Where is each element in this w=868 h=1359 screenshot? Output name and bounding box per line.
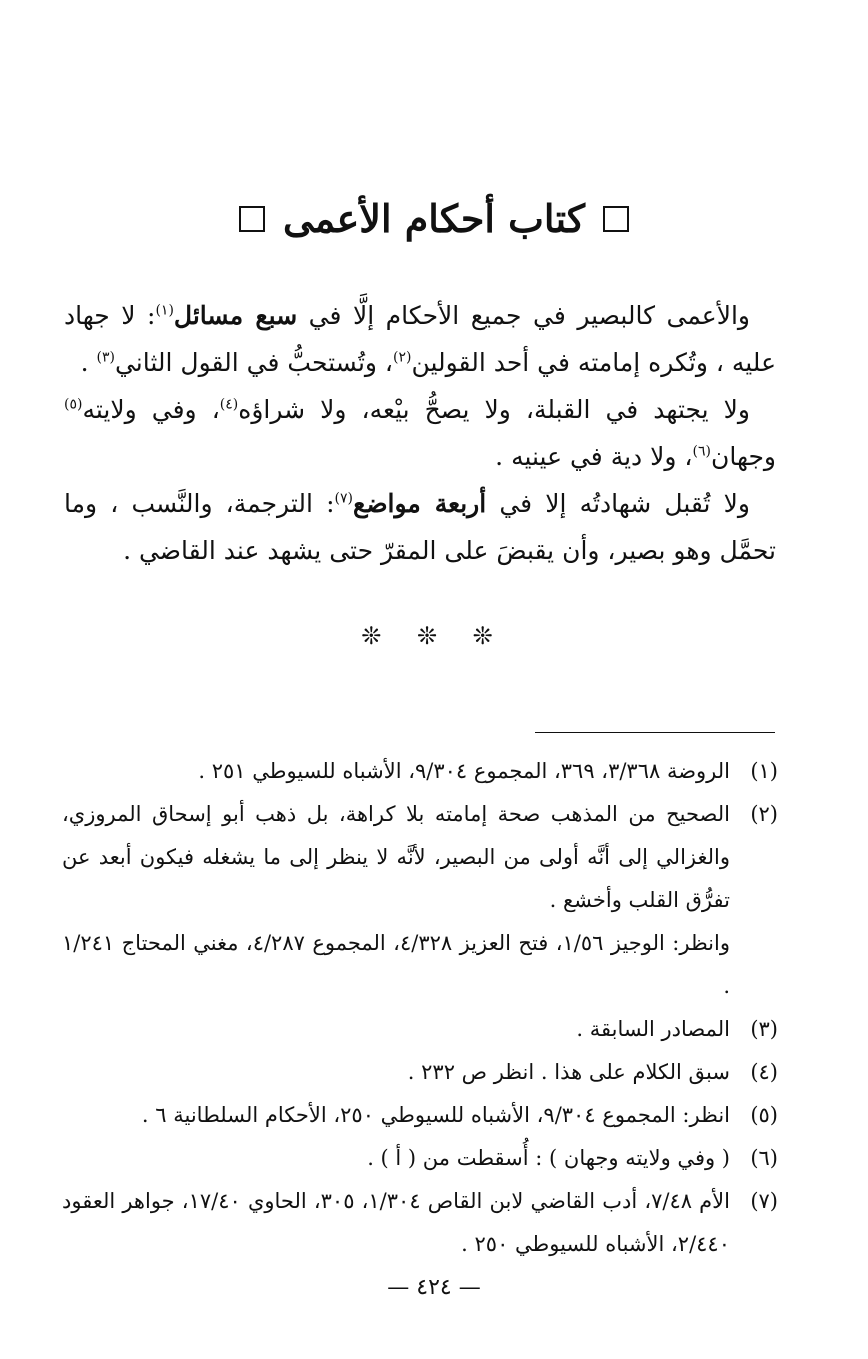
footnote-ref: (٥) xyxy=(64,396,83,413)
footnote-text: ( وفي ولايته وجهان ) : أُسقطت من ( أ ) . xyxy=(367,1146,730,1170)
paragraph-2 xyxy=(64,386,776,480)
footnote-number: (٢) xyxy=(750,802,778,826)
footnote-1 xyxy=(62,750,778,793)
footnote-text: الروضة ٣/٣٦٨، ٣٦٩، المجموع ٩/٣٠٤، الأشباه للسيوطي ٢٥١ . xyxy=(198,759,730,783)
footnote-ref: (٧) xyxy=(334,490,354,507)
footnote-4 xyxy=(62,1051,778,1094)
footnote-ref: (٢) xyxy=(392,349,412,366)
footnote-5 xyxy=(62,1094,778,1137)
footnote-ref: (٣) xyxy=(96,349,115,366)
footnote-rule xyxy=(535,732,775,733)
chapter-title: كتاب أحكام الأعمى xyxy=(282,196,586,241)
text-span: والأعمى كالبصير في جميع الأحكام إلَّا في xyxy=(297,301,751,330)
text-span: : لا جهاد عليه ، وتُكره إمامته في أحد القولين xyxy=(64,301,776,377)
footnote-7 xyxy=(62,1180,778,1266)
main-text xyxy=(64,292,776,574)
paragraph-1 xyxy=(64,292,776,386)
section-separator: ❊ ❊ ❊ xyxy=(361,622,507,650)
square-ornament-icon xyxy=(239,206,265,232)
footnote-number: (٦) xyxy=(750,1146,778,1170)
footnote-number: (٧) xyxy=(750,1189,778,1213)
footnote-ref: (٦) xyxy=(692,443,711,460)
page-number: — ٤٢٤ — xyxy=(387,1275,481,1300)
footnote-number: (٥) xyxy=(750,1103,778,1127)
text-span: ولا يجتهد في القبلة، ولا يصحُّ بيْعه، ولا شراؤه xyxy=(238,395,750,424)
square-ornament-icon xyxy=(603,206,629,232)
footnote-number: (٤) xyxy=(750,1060,778,1084)
footnote-2 xyxy=(62,793,778,922)
footnote-6 xyxy=(62,1137,778,1180)
text-span: ، وفي ولايته xyxy=(82,395,220,424)
footnote-text: انظر: المجموع ٩/٣٠٤، الأشباه للسيوطي ٢٥٠، الأحكام السلطانية ٦ . xyxy=(141,1103,730,1127)
footnote-ref: (١) xyxy=(155,302,174,319)
text-span: ولا تُقبل شهادتُه إلا في xyxy=(486,489,750,518)
footnotes xyxy=(62,750,778,1266)
footnote-3 xyxy=(62,1008,778,1051)
bold-phrase: أربعة مواضع xyxy=(353,489,487,518)
footnote-text: سبق الكلام على هذا . انظر ص ٢٣٢ . xyxy=(407,1060,730,1084)
text-span: ، ولا دية في عينيه . xyxy=(495,442,693,471)
footnote-text: الصحيح من المذهب صحة إمامته بلا كراهة، بل ذهب أبو إسحاق المروزي، والغزالي إلى أنَّه أولى من البصير، لأنَّه لا ينظر إلى ما يشغله فيكون أبعد عن تفرُّق القلب وأخشع . xyxy=(62,802,730,912)
footnote-number: (١) xyxy=(750,759,778,783)
text-span: : الترجمة، والنَّسب ، وما تحمَّل وهو بصير، وأن يقبضَ على المقرّ حتى يشهد عند القاضي . xyxy=(64,489,776,565)
footnote-number: (٣) xyxy=(750,1017,778,1041)
footnote-2-continuation: وانظر: الوجيز ١/٥٦، فتح العزيز ٤/٣٢٨، المجموع ٤/٢٨٧، مغني المحتاج ١/٢٤١ . xyxy=(62,931,730,998)
bold-phrase: سبع مسائل xyxy=(173,301,298,330)
text-span: ، وتُستحبُّ في القول الثاني xyxy=(114,348,393,377)
text-span: . xyxy=(80,348,97,377)
paragraph-3 xyxy=(64,480,776,574)
footnote-text: المصادر السابقة . xyxy=(576,1017,730,1041)
footnote-text: الأم ٧/٤٨، أدب القاضي لابن القاص ١/٣٠٤، ٣٠٥، الحاوي ١٧/٤٠، جواهر العقود ٢/٤٤٠، الأشباه للسيوطي ٢٥٠ . xyxy=(62,1189,730,1256)
footnote-ref: (٤) xyxy=(219,396,239,413)
text-span: وجهان xyxy=(710,442,776,471)
chapter-heading xyxy=(0,196,868,241)
